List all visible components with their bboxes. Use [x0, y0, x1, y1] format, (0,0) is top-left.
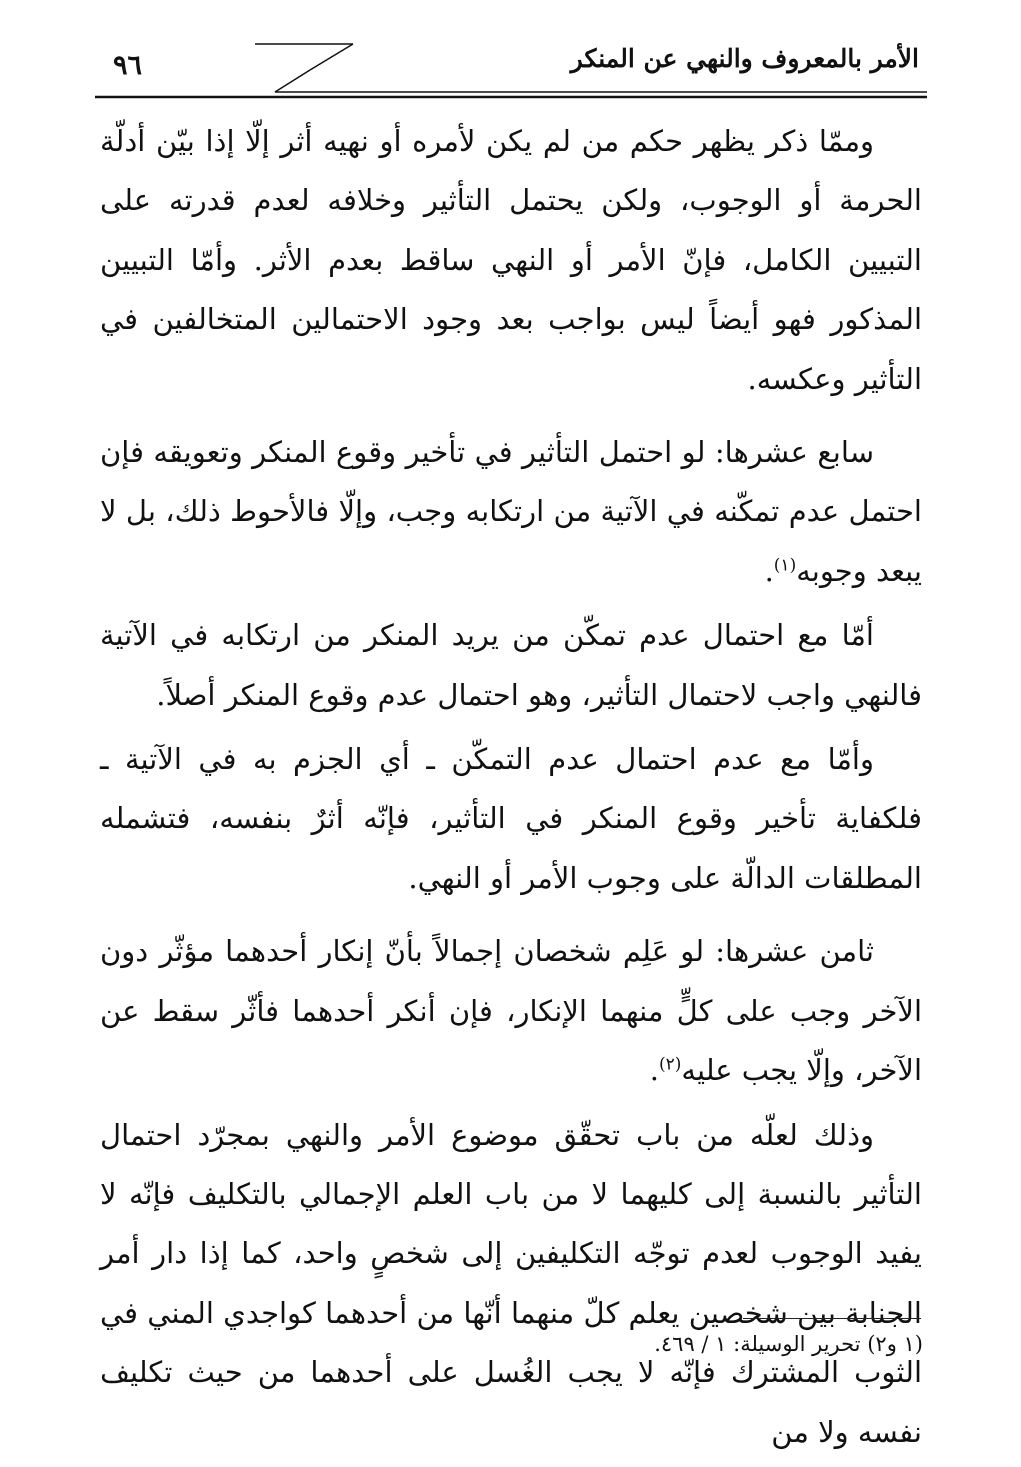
body-text: [100, 112, 922, 1467]
page-header: [95, 36, 927, 100]
paragraph-text: وذلك لعلّه من باب تحقّق موضوع الأمر والنهي بمجرّد احتمال التأثير بالنسبة إلى كليهما لا من باب العلم الإجمالي بالتكليف فإنّه لا يفيد الوجوب لعدم توجّه التكليفين إلى شخصٍ واحد، كما إذا دار أمر الجنابة بين شخصين يعلم كلّ منهما أنّها من أحدهما كواجدي المني في الثوب المشترك فإنّه لا يجب الغُسل على أحدهما من حيث تكليف نفسه ولا من: [100, 1117, 922, 1449]
paragraph-text: سابع عشرها: لو احتمل التأثير في تأخير وقوع المنكر وتعويقه فإن احتمل عدم تمكّنه في الآتية من ارتكابه وجب، وإلّا فالأحوط ذلك، بل لا يبعد وجوبه: [100, 435, 922, 588]
paragraph-text: ثامن عشرها: لو عَلِم شخصان إجمالاً بأنّ إنكار أحدهما مؤثّر دون الآخر وجب على كلٍّ منهما الإنكار، فإن أنكر أحدهما فأثّر سقط عن الآخر، وإلّا يجب عليه: [100, 934, 922, 1088]
paragraph: [100, 1106, 922, 1462]
paragraph: [100, 112, 922, 409]
paragraph: [100, 423, 922, 601]
footnote: (١ و٢) تحرير الوسيلة: ١ / ٤٦٩.: [654, 1332, 923, 1356]
paragraph: [100, 730, 922, 908]
paragraph: [100, 922, 922, 1100]
paragraph-tail: .: [764, 553, 774, 588]
footnote-reference[interactable]: (٢): [658, 1054, 682, 1075]
paragraph-text: وأمّا مع عدم احتمال عدم التمكّن ـ أي الجزم به في الآتية ـ فلكفاية تأخير وقوع المنكر في التأثير، فإنّه أثرٌ بنفسه، فتشمله المطلقات الدالّة على وجوب الأمر أو النهي.: [100, 742, 922, 895]
paragraph-text: وممّا ذكر يظهر حكم من لم يكن لأمره أو نهيه أثر إلّا إذا بيّن أدلّة الحرمة أو الوجوب، ولكن يحتمل التأثير وخلافه لعدم قدرته على التبيين الكامل، فإنّ الأمر أو النهي ساقط بعدم الأثر. وأمّا التبيين المذكور فهو أيضاً ليس بواجب بعد وجود الاحتمالين المتخالفين في التأثير وعكسه.: [100, 124, 922, 396]
paragraph: [100, 606, 922, 725]
page-number: ٩٦: [113, 50, 143, 81]
paragraph-text: أمّا مع احتمال عدم تمكّن من يريد المنكر من ارتكابه في الآتية فالنهي واجب لاحتمال التأثير، وهو احتمال عدم وقوع المنكر أصلاً.: [100, 618, 922, 712]
footnote-divider: [743, 1318, 921, 1319]
paragraph-tail: .: [649, 1053, 659, 1088]
running-title: الأمر بالمعروف والنهي عن المنكر: [570, 44, 919, 73]
footnote-reference[interactable]: (١): [773, 555, 797, 576]
